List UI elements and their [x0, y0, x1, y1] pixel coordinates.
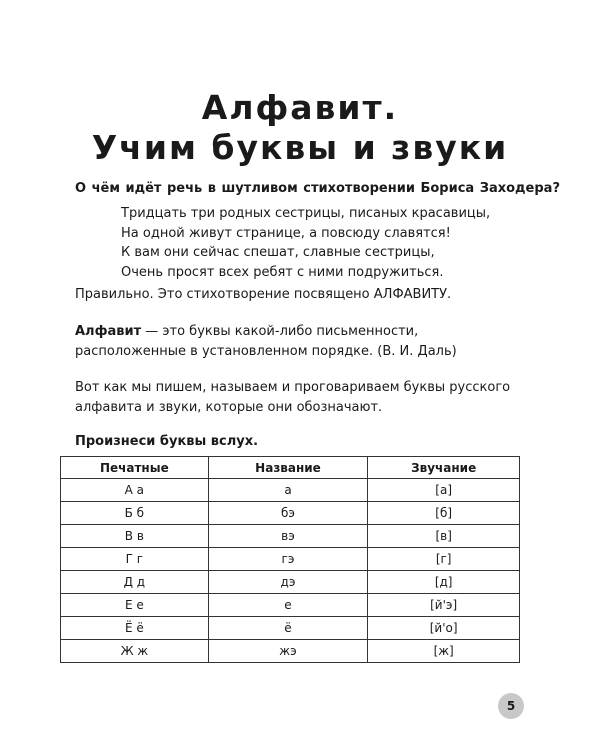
alphabet-table	[60, 456, 520, 663]
answer-text: Правильно. Это стихотворение посвящено АЛФАВИТУ.	[75, 287, 452, 302]
definition-paragraph	[75, 322, 525, 362]
cell-printed: В в	[61, 525, 209, 548]
cell-name: е	[208, 594, 368, 617]
cell-sound: [й'о]	[368, 617, 520, 640]
cell-sound: [й'э]	[368, 594, 520, 617]
table-row	[61, 479, 520, 502]
poem-line: На одной живут странице, а повсюду славятся!	[121, 225, 451, 241]
cell-sound: [б]	[368, 502, 520, 525]
column-header-sound: Звучание	[368, 457, 520, 479]
table-row	[61, 617, 520, 640]
cell-sound: [а]	[368, 479, 520, 502]
cell-printed: Б б	[61, 502, 209, 525]
poem-line: Очень просят всех ребят с ними подружиться.	[121, 264, 444, 280]
cell-sound: [ж]	[368, 640, 520, 663]
table-row	[61, 571, 520, 594]
cell-name: бэ	[208, 502, 368, 525]
poem	[121, 204, 490, 282]
cell-printed: Ж ж	[61, 640, 209, 663]
page-number-badge	[498, 693, 524, 719]
column-header-printed: Печатные	[61, 457, 209, 479]
page-title-line-1: Алфавит.	[201, 88, 399, 127]
table-header-row	[61, 457, 520, 479]
page-number: 5	[506, 699, 516, 713]
cell-printed: А а	[61, 479, 209, 502]
cell-sound: [в]	[368, 525, 520, 548]
column-header-name: Название	[208, 457, 368, 479]
cell-name: жэ	[208, 640, 368, 663]
table-row	[61, 594, 520, 617]
poem-line: К вам они сейчас спешат, славные сестрицы,	[121, 245, 435, 260]
task-heading: Произнеси буквы вслух.	[75, 434, 259, 449]
cell-name: ё	[208, 617, 368, 640]
cell-printed: Д д	[61, 571, 209, 594]
cell-printed: Е е	[61, 594, 209, 617]
cell-name: а	[208, 479, 368, 502]
table-row	[61, 502, 520, 525]
table-row	[61, 525, 520, 548]
cell-printed: Г г	[61, 548, 209, 571]
intro-paragraph: Вот как мы пишем, называем и проговариваем буквы русского алфавита и звуки, которые они обозначают.	[75, 380, 511, 415]
cell-sound: [г]	[368, 548, 520, 571]
definition-text: — это буквы какой-либо письменности, расположенные в установленном порядке. (В. И. Даль)	[75, 324, 457, 359]
question-text: О чём идёт речь в шутливом стихотворении Бориса Заходера?	[75, 181, 560, 196]
cell-name: дэ	[208, 571, 368, 594]
table-row	[61, 640, 520, 663]
cell-printed: Ё ё	[61, 617, 209, 640]
cell-name: гэ	[208, 548, 368, 571]
cell-sound: [д]	[368, 571, 520, 594]
cell-name: вэ	[208, 525, 368, 548]
table-row	[61, 548, 520, 571]
poem-line: Тридцать три родных сестрицы, писаных красавицы,	[121, 206, 491, 221]
page-title-line-2: Учим буквы и звуки	[91, 128, 509, 167]
definition-term: Алфавит	[75, 324, 142, 339]
